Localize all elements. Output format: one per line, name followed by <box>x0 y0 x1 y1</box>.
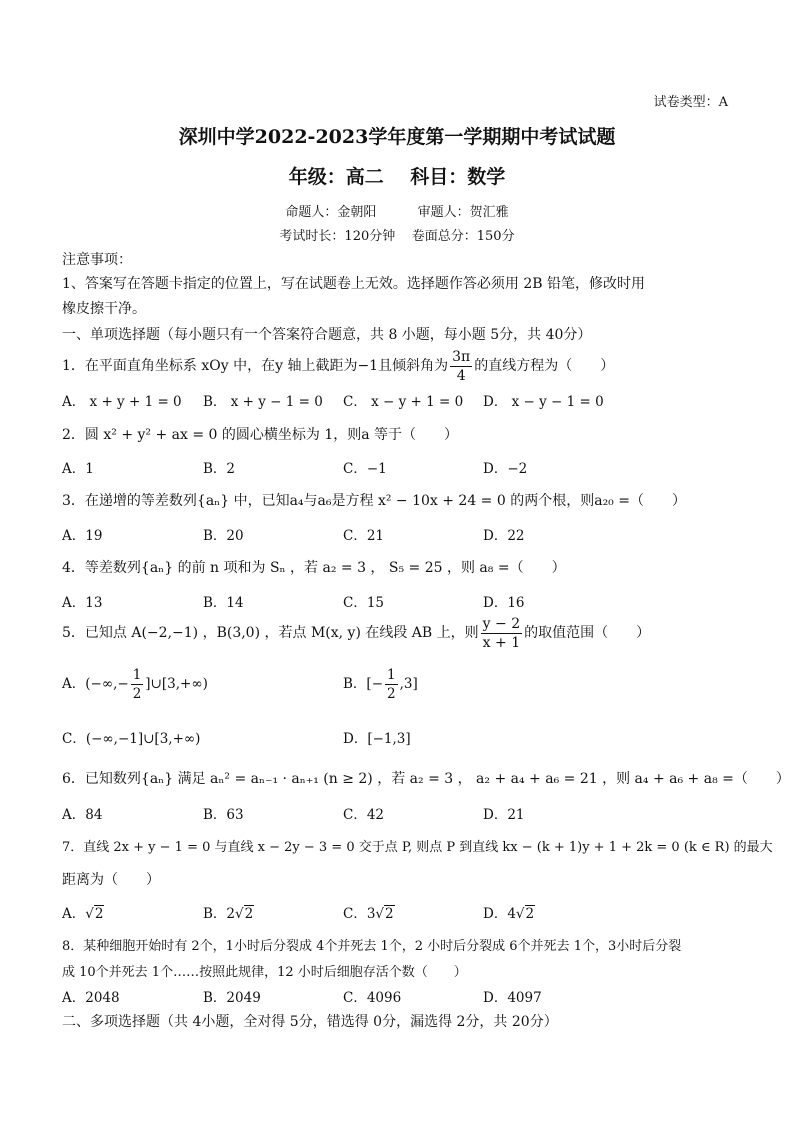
q5-text-a: 5．已知点 A(−2,−1) ，B(3,0) ，若点 M(x, y) 在线段 AB 上，则 <box>62 625 479 641</box>
question-8-line-2: 成 10个并死去 1个……按照此规律，12 小时后细胞存活个数（ ） <box>62 965 467 980</box>
exam-title: 深圳中学2022-2023学年度第一学期期中考试试题 <box>178 126 616 148</box>
q3-option-d: D．22 <box>483 528 525 544</box>
q5-option-c: C．(−∞,−1]∪[3,+∞) <box>62 731 201 747</box>
q5-b-label: B． <box>343 676 367 692</box>
q5-b-frac-num: 1 <box>387 667 396 683</box>
question-4: 4．等差数列{aₙ} 的前 n 项和为 Sₙ ，若 a₂ = 3 ， S₅ = 25 ，则 a₈ =（ ） <box>62 560 566 576</box>
q5-option-d: D．[−1,3] <box>343 731 411 747</box>
q6-option-a: A．84 <box>62 807 103 823</box>
q1-option-c: C． x − y + 1 = 0 <box>343 394 464 410</box>
notice-line-2: 橡皮擦干净。 <box>62 301 146 317</box>
q5-option-b <box>343 664 418 704</box>
q5-frac-den: x + 1 <box>482 634 521 651</box>
q6-option-d: D．21 <box>483 807 525 823</box>
q8-option-d: D．4097 <box>483 990 542 1006</box>
notice-line-1: 1、答案写在答题卡指定的位置上，写在试题卷上无效。选择题作答必须用 2B 铅笔，修改时用 <box>62 276 646 292</box>
notice-heading: 注意事项： <box>62 252 132 268</box>
q5-option-a <box>62 664 208 704</box>
q3-option-a: A．19 <box>62 528 103 544</box>
q7-a-label: A． <box>62 906 86 922</box>
q8-option-a: A．2048 <box>62 990 120 1006</box>
q4-option-a: A．13 <box>62 595 103 611</box>
section-1-heading: 一、单项选择题（每小题只有一个答案符合题意，共 8 小题，每小题 5分，共 40分） <box>62 327 592 343</box>
q8-option-b: B．2049 <box>203 990 261 1006</box>
q1-frac-den: 4 <box>456 367 466 384</box>
q5-a-frac-num: 1 <box>132 667 142 683</box>
q5-fraction <box>481 615 522 652</box>
q1-text-b: 的直线方程为（ ） <box>474 358 615 374</box>
q5-b-post: ,3] <box>399 676 418 692</box>
question-3: 3．在递增的等差数列{aₙ} 中，已知a₄与a₆是方程 x² − 10x + 24 = 0 的两个根，则a₂₀ =（ ） <box>62 493 686 509</box>
q1-option-d: D． x − y − 1 = 0 <box>483 394 604 410</box>
q2-option-a: A．1 <box>62 461 94 477</box>
exam-authors: 命题人：金朝阳 审题人：贺汇雅 <box>285 205 509 220</box>
q7-option-c: C．3√2 <box>343 906 394 922</box>
q6-option-c: C．42 <box>343 807 385 823</box>
q7-b-value: 2 <box>244 906 254 922</box>
q5-b-frac-den: 2 <box>387 686 396 702</box>
q7-option-d: D．4√2 <box>483 906 535 922</box>
q8-option-c: C．4096 <box>343 990 402 1006</box>
q5-text-b: 的取值范围（ ） <box>524 625 651 641</box>
q7-b-label: B．2 <box>203 906 236 922</box>
q1-option-b: B． x + y − 1 = 0 <box>203 394 323 410</box>
q7-c-value: 2 <box>385 906 394 922</box>
q5-b-fraction <box>385 666 398 703</box>
q5-frac-num: y − 2 <box>482 615 521 632</box>
exam-subtitle: 年级：高二 科目：数学 <box>288 166 506 188</box>
q1-fraction <box>450 348 472 385</box>
question-8-line-1: 8．某种细胞开始时有 2个，1小时后分裂成 4个并死去 1个，2 小时后分裂成 6个并死去 1个，3小时后分裂 <box>62 939 682 954</box>
q2-option-c: C．−1 <box>343 461 387 477</box>
question-6: 6．已知数列{aₙ} 满足 aₙ² = aₙ₋₁ · aₙ₊₁ (n ≥ 2) ，若 a₂ = 3 ， a₂ + a₄ + a₆ = 21 ，则 a₄ + a₆ + a₈ =（ ） <box>62 771 790 787</box>
question-5 <box>62 613 650 653</box>
question-7-line-2: 距离为（ ） <box>62 872 160 888</box>
q3-option-b: B．20 <box>203 528 244 544</box>
paper-type: 试卷类型：A <box>653 95 728 110</box>
q7-c-label: C．3 <box>343 906 376 922</box>
q7-option-b: B．2√2 <box>203 906 254 922</box>
question-1 <box>62 346 614 386</box>
section-2-heading: 二、多项选择题（共 4小题，全对得 5分，错选得 0分，漏选得 2分，共 20分） <box>62 1014 558 1030</box>
exam-info: 考试时长：120分钟 卷面总分：150分 <box>279 229 515 244</box>
q7-option-a: A．√2 <box>62 906 104 922</box>
q2-option-b: B．2 <box>203 461 236 477</box>
q5-a-label: A． <box>62 676 86 692</box>
q1-option-a: A． x + y + 1 = 0 <box>62 394 182 410</box>
q4-option-d: D．16 <box>483 595 525 611</box>
q7-a-value: 2 <box>94 906 104 922</box>
q5-a-pre: (−∞,− <box>85 676 129 692</box>
q5-a-frac-den: 2 <box>132 686 142 702</box>
q6-option-b: B．63 <box>203 807 244 823</box>
q1-text-a: 1．在平面直角坐标系 xOy 中，在y 轴上截距为−1且倾斜角为 <box>62 358 449 374</box>
q4-option-c: C．15 <box>343 595 385 611</box>
question-2: 2．圆 x² + y² + ax = 0 的圆心横坐标为 1，则a 等于（ ） <box>62 427 459 443</box>
q5-a-fraction <box>131 666 144 703</box>
q2-option-d: D．−2 <box>483 461 528 477</box>
question-7-line-1: 7．直线 2x + y − 1 = 0 与直线 x − 2y − 3 = 0 交于点 P, 则点 P 到直线 kx − (k + 1)y + 1 + 2k = 0 (k ∈ R) 的最大 <box>62 840 773 855</box>
q4-option-b: B．14 <box>203 595 244 611</box>
q7-d-label: D．4 <box>483 906 516 922</box>
q1-frac-num: 3π <box>452 348 471 365</box>
q3-option-c: C．21 <box>343 528 385 544</box>
q5-a-post: ]∪[3,+∞) <box>145 676 208 692</box>
q7-d-value: 2 <box>525 906 535 922</box>
q5-b-pre: [− <box>366 676 384 692</box>
